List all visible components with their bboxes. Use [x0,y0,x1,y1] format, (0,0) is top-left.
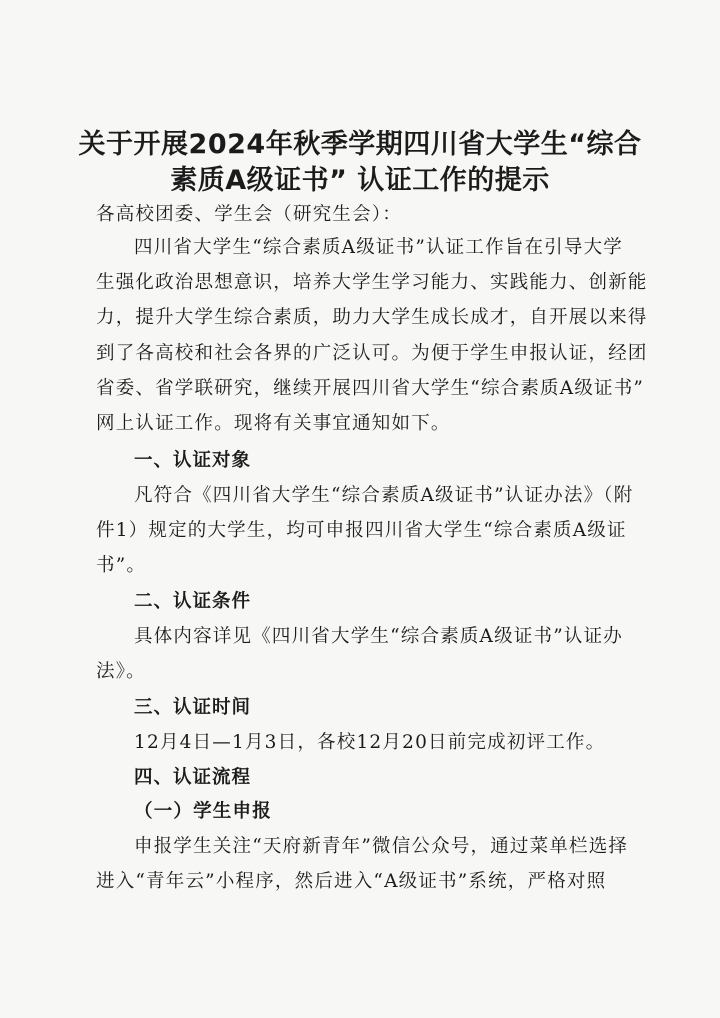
section1-line-2: 件1）规定的大学生，均可申报四川省大学生“综合素质A级证 [96,520,627,541]
section-heading-3: 三、认证时间 [134,697,252,718]
section1-line-3: 书”。 [96,555,147,576]
document-title-line-1: 关于开展2024年秋季学期四川省大学生“综合 [78,129,642,160]
section4-subheading-1: （一）学生申报 [134,801,272,822]
intro-line-3: 力，提升大学生综合素质，助力大学生成长成才，自开展以来得 [96,307,648,328]
section2-line-1: 具体内容详见《四川省大学生“综合素质A级证书”认证办 [134,626,623,647]
section-heading-1: 一、认证对象 [134,450,252,471]
section1-line-1: 凡符合《四川省大学生“综合素质A级证书”认证办法》（附 [134,485,634,506]
section2-line-2: 法》。 [96,661,146,682]
intro-line-2: 生强化政治思想意识，培养大学生学习能力、实践能力、创新能 [96,272,648,293]
document-title-line-2: 素质A级证书” 认证工作的提示 [170,165,550,196]
intro-line-4: 到了各高校和社会各界的广泛认可。为便于学生申报认证，经团 [96,343,648,364]
section-heading-4: 四、认证流程 [134,767,252,788]
section3-line-1: 12月4日—1月3日，各校12月20日前完成初评工作。 [134,732,606,753]
salutation: 各高校团委、学生会（研究生会）： [96,204,402,225]
section4-line-2: 进入“青年云”小程序，然后进入“A级证书”系统，严格对照 [96,871,607,892]
intro-line-1: 四川省大学生“综合素质A级证书”认证工作旨在引导大学 [134,237,623,258]
section4-line-1: 申报学生关注“天府新青年”微信公众号，通过菜单栏选择 [134,836,629,857]
intro-line-6: 网上认证工作。现将有关事宜通知如下。 [96,413,451,434]
section-heading-2: 二、认证条件 [134,591,252,612]
intro-line-5: 省委、省学联研究，继续开展四川省大学生“综合素质A级证书” [96,378,645,399]
